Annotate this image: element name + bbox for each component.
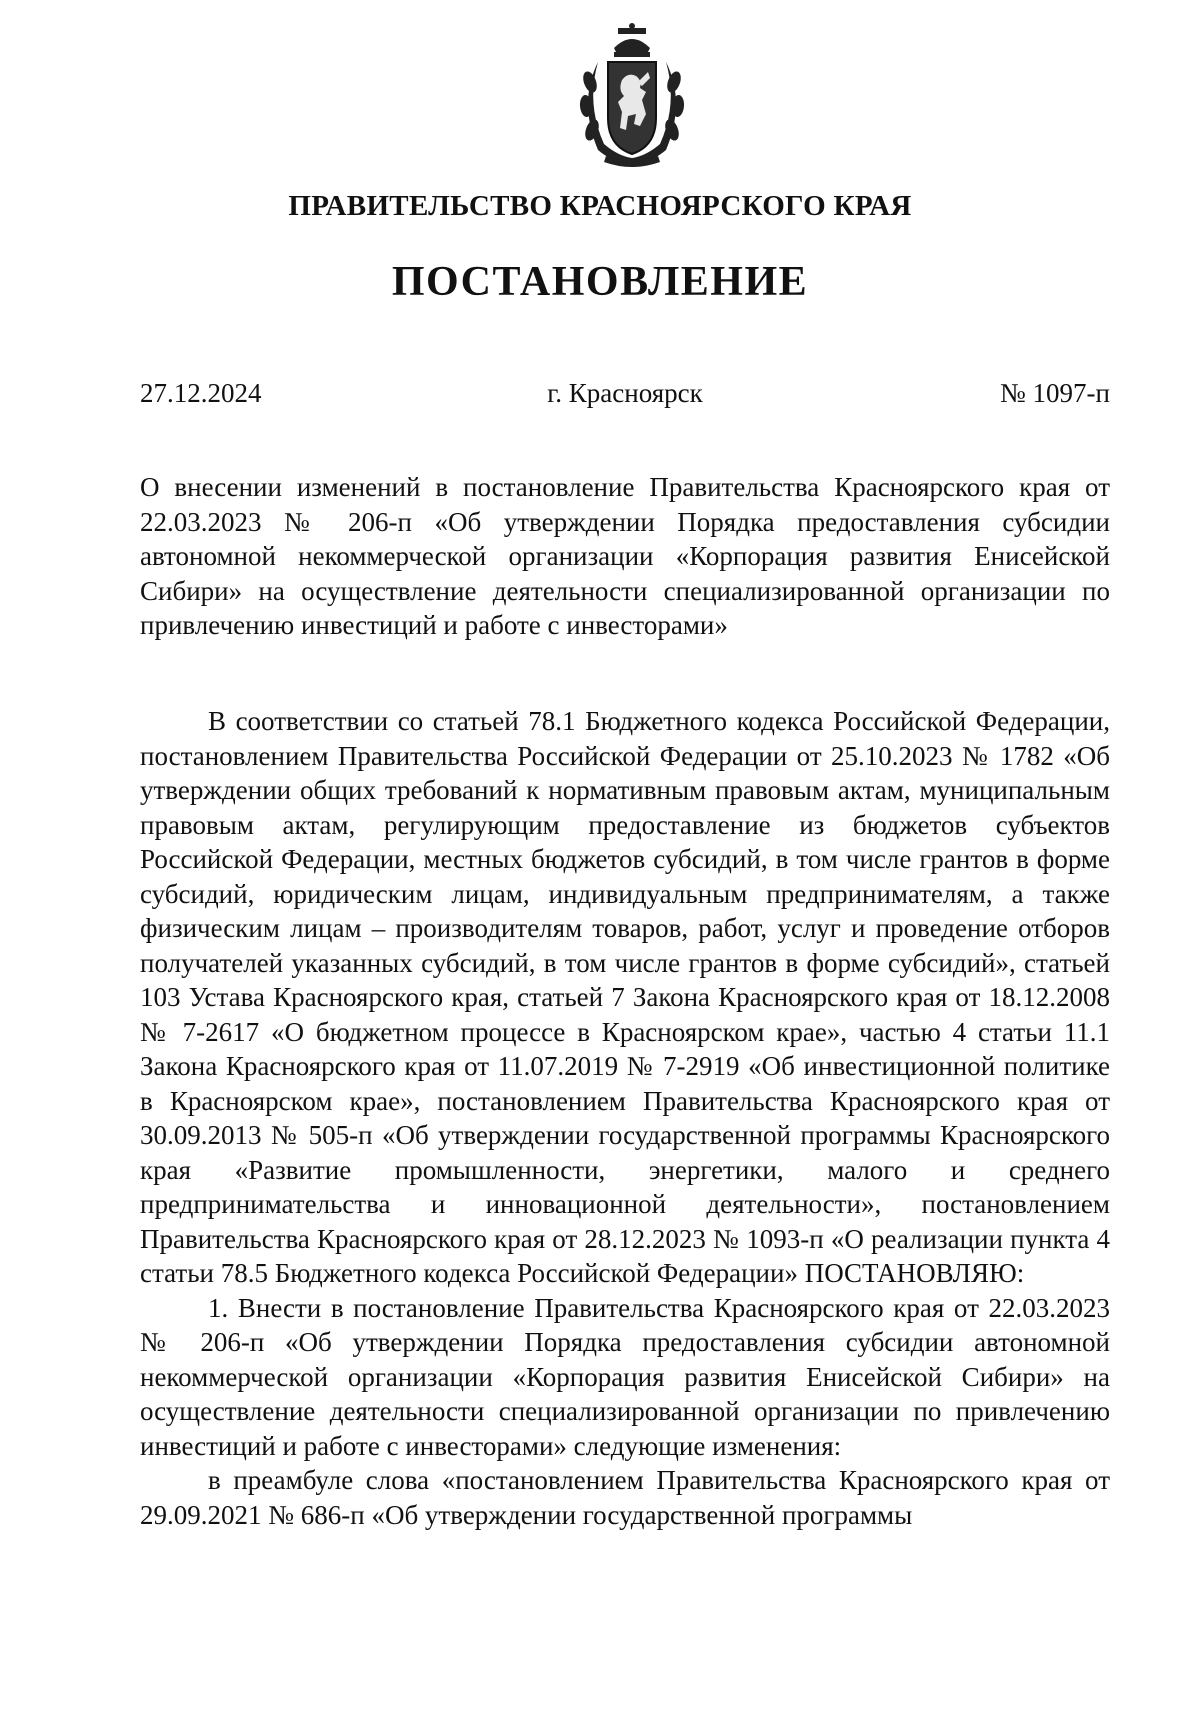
body-paragraph: в преамбуле слова «постановлением Правительства Красноярского края от 29.09.2021 № 686-п «Об утверждении государственной программы xyxy=(140,1465,1110,1530)
body-paragraph: 1. Внести в постановление Правительства Красноярского края от 22.03.2023 № 206-п «Об утверждении Порядка предоставления субсидии автономной некоммерческой организации «Корпорация развития Енисейской Сибири» на осуществление деятельности специализированной организации по привлечению инвестиций и работе с инвесторами» следующие изменения: xyxy=(140,1292,1110,1461)
document-kind-title: ПОСТАНОВЛЕНИЕ xyxy=(391,259,809,305)
document-number: № 1097-п xyxy=(1000,378,1110,408)
document-meta-row xyxy=(140,378,1110,414)
coat-of-arms-icon xyxy=(568,22,696,172)
document-body xyxy=(140,704,1110,1532)
body-paragraph: В соответствии со статьей 78.1 Бюджетного кодекса Российской Федерации, постановлением Правительства Российской Федерации от 25.10.2023 № 1782 «Об утверждении общих требований к нормативным правовым актам, муниципальным правовым актам, регулирующим предоставление из бюджетов субъектов Российской Федерации, местных бюджетов субсидий, в том числе грантов в форме субсидий, юридическим лицам, индивидуальным предпринимателям, а также физическим лицам – производителям товаров, работ, услуг и проведение отборов получателей указанных субсидий, в том числе грантов в форме субсидий», статьей 103 Устава Красноярского края, статьей 7 Закона Красноярского края от 18.12.2008 № 7-2617 «О бюджетном процессе в Красноярском крае», частью 4 статьи 11.1 Закона Красноярского края от 11.07.2019 № 7-2919 «Об инвестиционной политике в Красноярском крае», постановлением Правительства Красноярского края от 30.09.2013 № 505-п «Об утверждении государственной программы Красноярского края «Развитие промышленности, энергетики, малого и среднего предпринимательства и инновационной деятельности», постановлением Правительства Красноярского края от 28.12.2023 № 1093-п «О реализации пункта 4 статьи 78.5 Бюджетного кодекса Российской Федерации» ПОСТАНОВЛЯЮ: xyxy=(140,706,1110,1288)
document-subject: О внесении изменений в постановление Правительства Красноярского края от 22.03.2023 № 206-п «Об утверждении Порядка предоставления субсидии автономной некоммерческой организации «Корпорация развития Енисейской Сибири» на осуществление деятельности специализированной организации по привлечению инвестиций и работе с инвесторами» xyxy=(140,472,1110,640)
organization-title: ПРАВИТЕЛЬСТВО КРАСНОЯРСКОГО КРАЯ xyxy=(288,190,912,222)
document-date: 27.12.2024 xyxy=(140,378,262,408)
document-city: г. Красноярск xyxy=(547,378,703,408)
